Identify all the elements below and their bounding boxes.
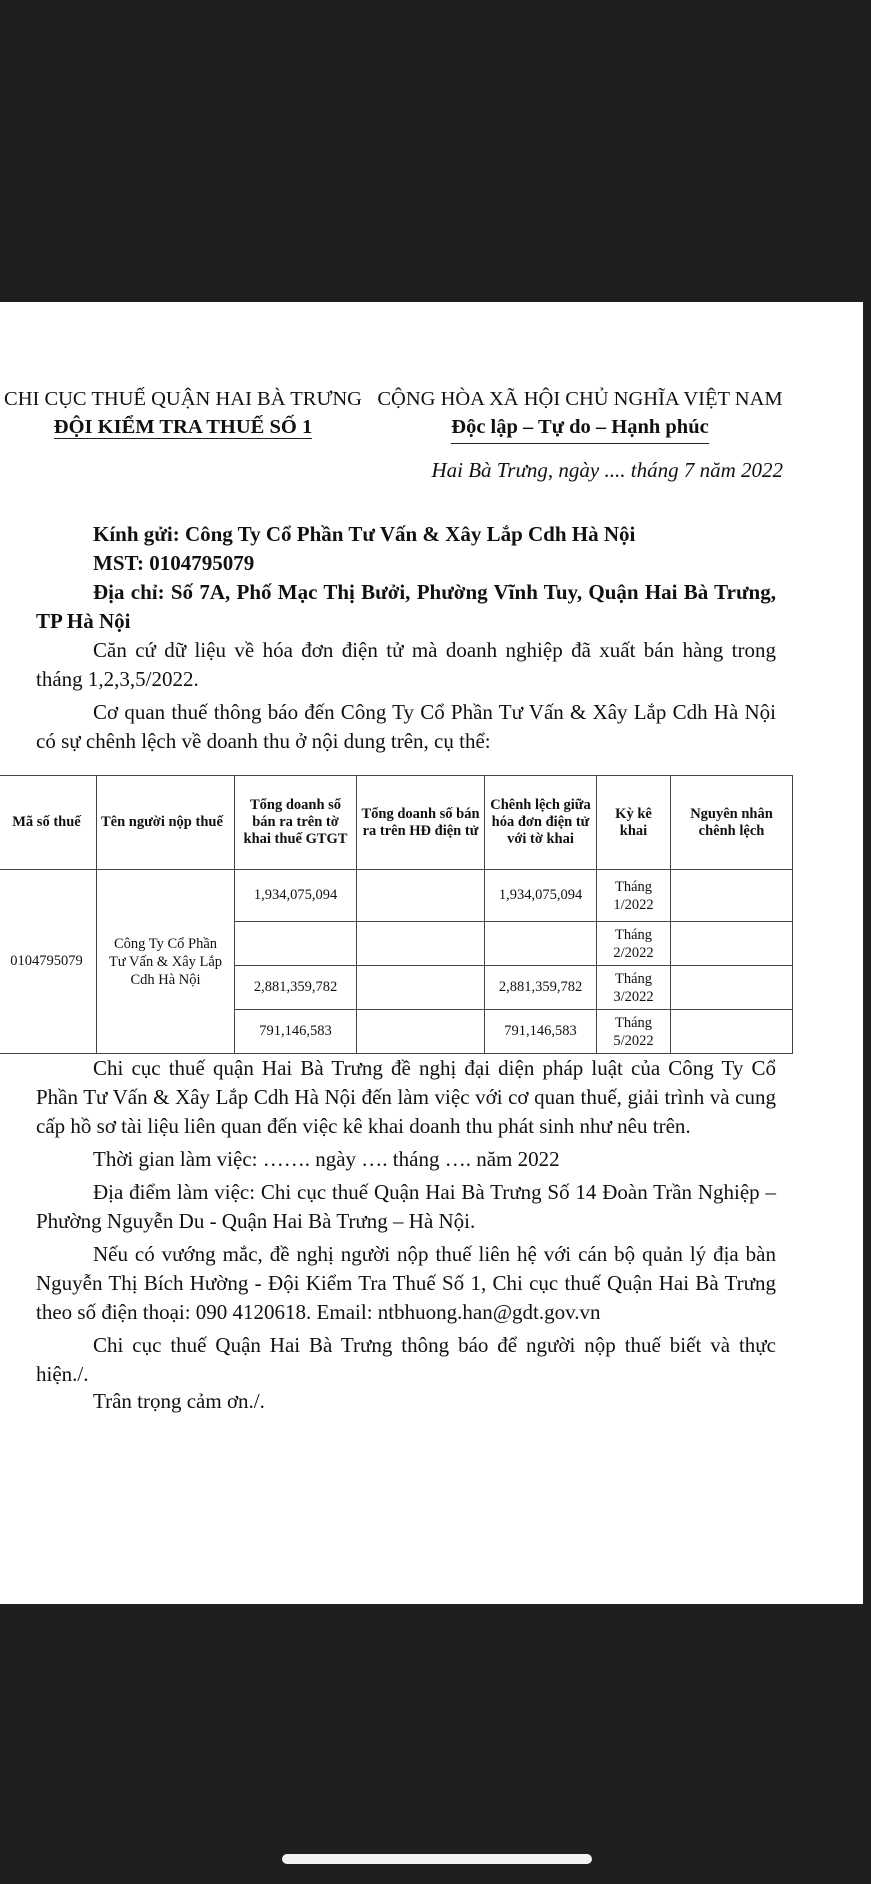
paragraph-basis: Căn cứ dữ liệu về hóa đơn điện tử mà doanh nghiệp đã xuất bán hàng trong tháng 1,2,3,5/2022. — [36, 638, 776, 691]
header-einvoice-revenue: Tổng doanh số bán ra trên HĐ điện tử — [357, 776, 485, 870]
recipient-block — [36, 520, 776, 756]
cell-period: Tháng 5/2022 — [597, 1010, 671, 1054]
cell-einvoice — [357, 922, 485, 966]
cell-diff: 791,146,583 — [485, 1010, 597, 1054]
cell-declared: 1,934,075,094 — [235, 870, 357, 922]
agency-name: CHI CỤC THUẾ QUẬN HAI BÀ TRƯNG — [4, 388, 362, 410]
request-block — [36, 1054, 776, 1389]
cell-einvoice — [357, 1010, 485, 1054]
closing-line: Trân trọng cảm ơn./. — [93, 1389, 265, 1413]
issuing-agency — [4, 385, 362, 441]
document-page — [0, 302, 863, 1604]
cell-taxpayer: Công Ty Cổ Phần Tư Vấn & Xây Lắp Cdh Hà Nội — [97, 870, 235, 1054]
national-motto: Độc lập – Tự do – Hạnh phúc — [451, 413, 708, 444]
national-header — [374, 385, 786, 444]
recipient-address: Địa chỉ: Số 7A, Phố Mạc Thị Bưởi, Phường Vĩnh Tuy, Quận Hai Bà Trưng, TP Hà Nội — [36, 580, 776, 633]
header-period: Kỳ kê khai — [597, 776, 671, 870]
country-name: CỘNG HÒA XÃ HỘI CHỦ NGHĨA VIỆT NAM — [377, 388, 783, 410]
cell-reason — [671, 1010, 793, 1054]
paragraph-conclusion: Chi cục thuế Quận Hai Bà Trưng thông báo để người nộp thuế biết và thực hiện./. — [36, 1333, 776, 1386]
header-taxpayer: Tên người nộp thuế — [97, 776, 235, 870]
cell-reason — [671, 922, 793, 966]
recipient-tax-code: MST: 0104795079 — [93, 551, 255, 575]
cell-declared — [235, 922, 357, 966]
table-header-row — [0, 776, 793, 870]
header-difference: Chênh lệch giữa hóa đơn điện tử với tờ khai — [485, 776, 597, 870]
cell-diff — [485, 922, 597, 966]
header-declared-revenue: Tổng doanh số bán ra trên tờ khai thuế GTGT — [235, 776, 357, 870]
cell-einvoice — [357, 966, 485, 1010]
table-row — [0, 870, 793, 922]
cell-declared: 791,146,583 — [235, 1010, 357, 1054]
revenue-discrepancy-table — [0, 775, 793, 1054]
cell-diff: 2,881,359,782 — [485, 966, 597, 1010]
issue-date: Hai Bà Trưng, ngày .... tháng 7 năm 2022 — [431, 458, 783, 482]
header-reason: Nguyên nhân chênh lệch — [671, 776, 793, 870]
home-indicator[interactable] — [282, 1854, 592, 1864]
cell-einvoice — [357, 870, 485, 922]
cell-reason — [671, 966, 793, 1010]
cell-period: Tháng 1/2022 — [597, 870, 671, 922]
paragraph-notice: Cơ quan thuế thông báo đến Công Ty Cổ Phần Tư Vấn & Xây Lắp Cdh Hà Nội có sự chênh lệch về doanh thu ở nội dung trên, cụ thể: — [36, 700, 776, 753]
paragraph-work-time: Thời gian làm việc: ……. ngày …. tháng …. năm 2022 — [93, 1147, 560, 1171]
cell-period: Tháng 2/2022 — [597, 922, 671, 966]
paragraph-contact: Nếu có vướng mắc, đề nghị người nộp thuế liên hệ với cán bộ quản lý địa bàn Nguyễn Thị Bích Hường - Đội Kiểm Tra Thuế Số 1, Chi cục thuế Quận Hai Bà Trưng theo số điện thoại: 090 4120618. Email: ntbhuong.han@gdt.gov.vn — [36, 1242, 776, 1324]
unit-name: ĐỘI KIỂM TRA THUẾ SỐ 1 — [53, 416, 313, 438]
cell-reason — [671, 870, 793, 922]
cell-diff: 1,934,075,094 — [485, 870, 597, 922]
paragraph-work-location: Địa điểm làm việc: Chi cục thuế Quận Hai Bà Trưng Số 14 Đoàn Trần Nghiệp – Phường Nguyễn Du - Quận Hai Bà Trưng – Hà Nội. — [36, 1180, 776, 1233]
cell-declared: 2,881,359,782 — [235, 966, 357, 1010]
cell-tax-code: 0104795079 — [0, 870, 97, 1054]
recipient-name: Kính gửi: Công Ty Cổ Phần Tư Vấn & Xây Lắp Cdh Hà Nội — [93, 522, 636, 546]
header-tax-code: Mã số thuế — [0, 776, 97, 870]
cell-period: Tháng 3/2022 — [597, 966, 671, 1010]
paragraph-request: Chi cục thuế quận Hai Bà Trưng đề nghị đại diện pháp luật của Công Ty Cổ Phần Tư Vấn & Xây Lắp Cdh Hà Nội đến làm việc với cơ quan thuế, giải trình và cung cấp hồ sơ tài liệu liên quan đến việc kê khai doanh thu phát sinh như nêu trên. — [36, 1056, 776, 1138]
